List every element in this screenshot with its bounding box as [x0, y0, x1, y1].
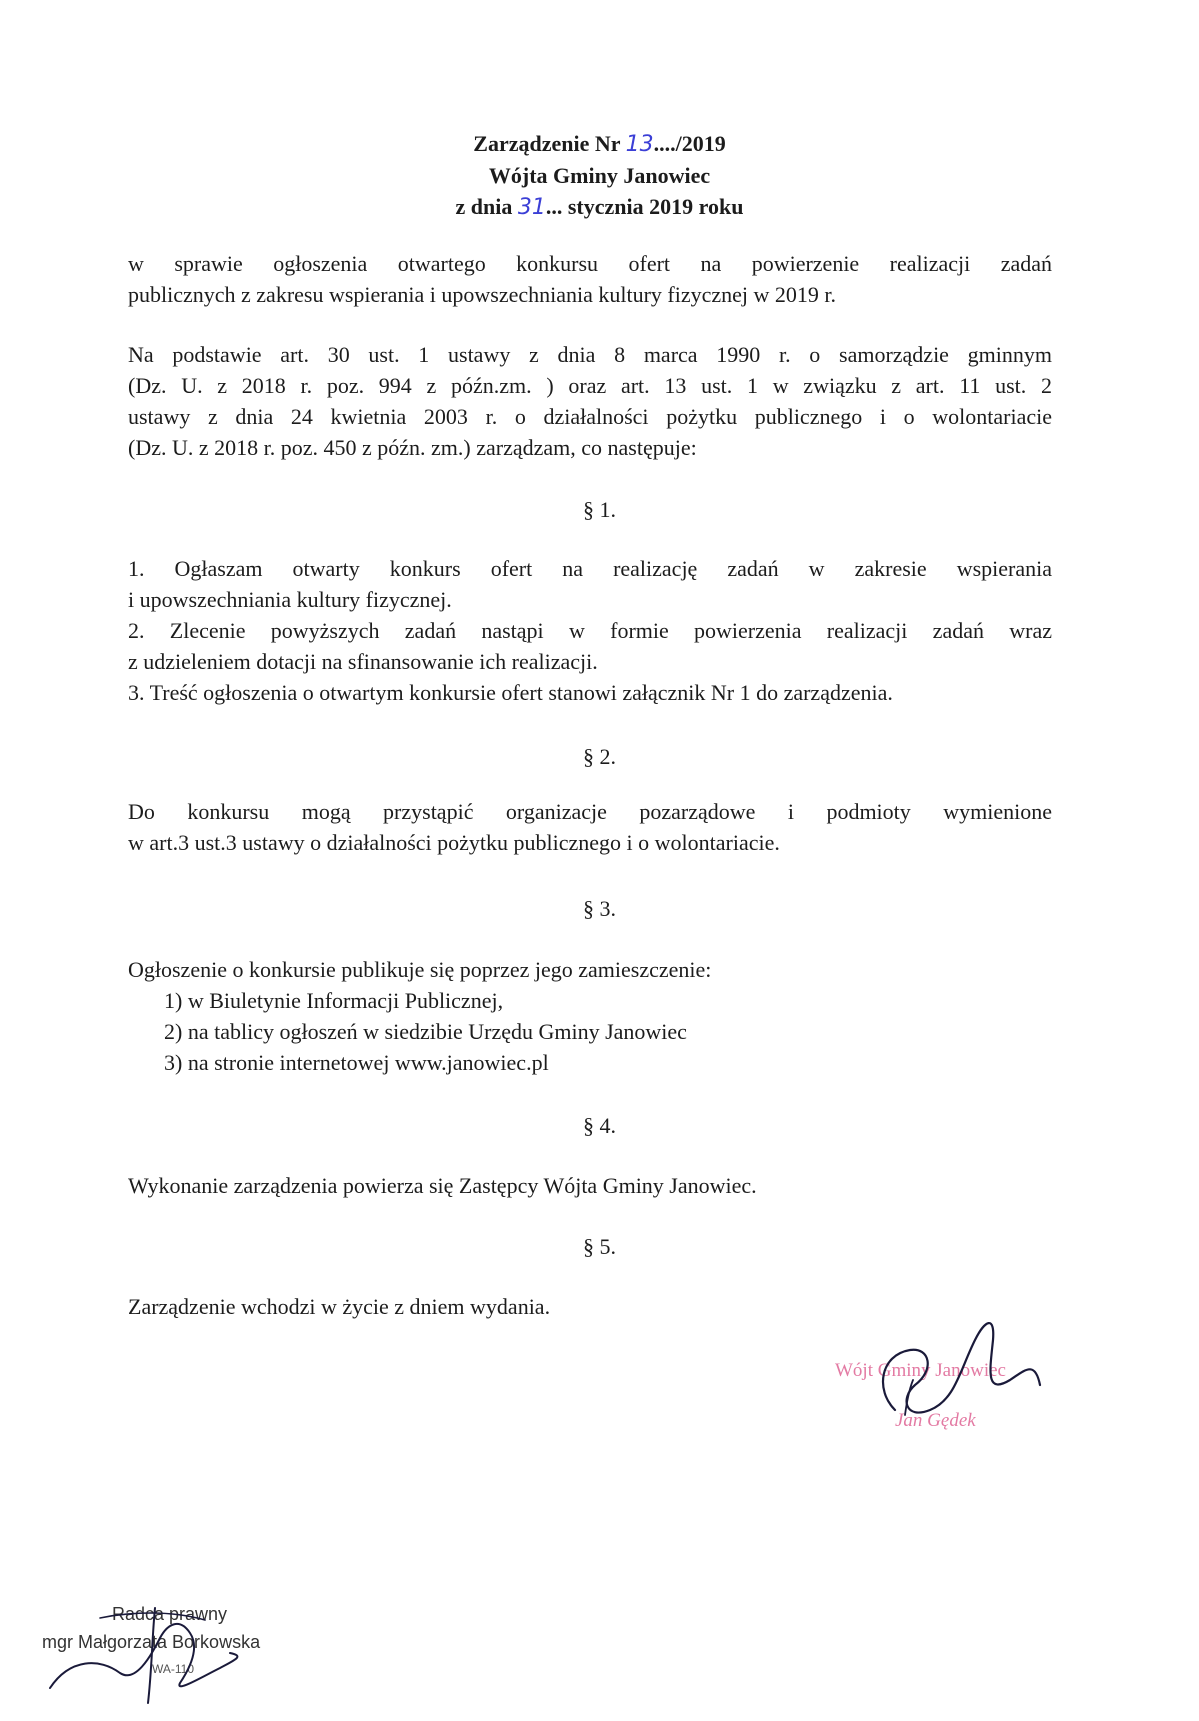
counsel-signature — [40, 1598, 340, 1708]
section-1-line: 3. Treść ogłoszenia o otwartym konkursie ofert stanowi załącznik Nr 1 do zarządzenia. — [128, 680, 893, 705]
title-dots: .... — [653, 131, 676, 156]
subject-line: w sprawie ogłoszenia otwartego konkursu ofert na powierzenie realizacji zadań — [128, 251, 1052, 276]
section-1-line: i upowszechniania kultury fizycznej. — [128, 587, 452, 612]
legal-basis-line: Na podstawie art. 30 ust. 1 ustawy z dnia 8 marca 1990 r. o samorządzie gminnym — [128, 342, 1052, 367]
issuer: Wójta Gminy Janowiec — [488, 163, 711, 188]
mayor-signature — [835, 1310, 1075, 1450]
section-5-heading: § 5. — [583, 1234, 616, 1259]
date-dots: .. — [545, 194, 557, 219]
counsel-name: mgr Małgorzata Borkowska — [42, 1632, 261, 1652]
list-item: 3) na stronie internetowej www.janowiec.pl — [164, 1050, 549, 1075]
document-date — [0, 191, 1199, 223]
title-suffix: /2019 — [675, 131, 726, 156]
section-1-heading: § 1. — [583, 497, 616, 522]
subject-line: publicznych z zakresu wspierania i upowszechniania kultury fizycznej w 2019 r. — [128, 282, 837, 307]
date-prefix: z dnia — [455, 194, 518, 219]
section-2-heading: § 2. — [583, 744, 616, 769]
section-3-heading: § 3. — [583, 896, 616, 921]
legal-basis-line: (Dz. U. z 2018 r. poz. 994 z późn.zm. ) oraz art. 13 ust. 1 w związku z art. 11 ust. 2 — [128, 373, 1052, 398]
date-suffix: . stycznia 2019 roku — [556, 194, 744, 219]
section-1-line: z udzieleniem dotacji na sfinansowanie ich realizacji. — [128, 649, 598, 674]
document-title — [0, 128, 1199, 160]
handwritten-number: 13 — [625, 132, 654, 157]
section-1-body — [128, 553, 1052, 708]
subject-paragraph — [128, 248, 1052, 310]
section-3-body — [128, 954, 1052, 1078]
document-header — [0, 128, 1199, 223]
handwritten-day: 31 — [517, 195, 546, 220]
section-2-line: w art.3 ust.3 ustawy o działalności pożytku publicznego i o wolontariacie. — [128, 830, 780, 855]
section-1-line: 1. Ogłaszam otwarty konkurs ofert na realizację zadań w zakresie wspierania — [128, 556, 1052, 581]
counsel-reg-number: WA-110 — [152, 1662, 195, 1676]
section-3-intro: Ogłoszenie o konkursie publikuje się poprzez jego zamieszczenie: — [128, 957, 712, 982]
stamp-title: Wójt Gminy Janowiec — [835, 1360, 1006, 1381]
counsel-title: Radca prawny — [112, 1604, 228, 1624]
list-item: 1) w Biuletynie Informacji Publicznej, — [164, 988, 504, 1013]
list-item: 2) na tablicy ogłoszeń w siedzibie Urzędu Gminy Janowiec — [164, 1019, 687, 1044]
stamp-name: Jan Gędek — [895, 1410, 976, 1431]
section-2-line: Do konkursu mogą przystąpić organizacje pozarządowe i podmioty wymienione — [128, 799, 1052, 824]
legal-basis-line: (Dz. U. z 2018 r. poz. 450 z późn. zm.) zarządzam, co następuje: — [128, 435, 697, 460]
title-prefix: Zarządzenie Nr — [473, 131, 626, 156]
legal-basis-paragraph — [128, 339, 1052, 463]
section-4-text: Wykonanie zarządzenia powierza się Zastępcy Wójta Gminy Janowiec. — [128, 1173, 757, 1198]
section-4-heading: § 4. — [583, 1113, 616, 1138]
section-2-body — [128, 796, 1052, 858]
section-5-text: Zarządzenie wchodzi w życie z dniem wydania. — [128, 1294, 551, 1319]
section-1-line: 2. Zlecenie powyższych zadań nastąpi w formie powierzenia realizacji zadań wraz — [128, 618, 1052, 643]
section-4-body — [128, 1170, 1052, 1201]
legal-counsel-stamp — [40, 1598, 340, 1708]
mayor-stamp-signature — [835, 1310, 1075, 1450]
legal-basis-line: ustawy z dnia 24 kwietnia 2003 r. o działalności pożytku publicznego i o wolontariacie — [128, 404, 1052, 429]
